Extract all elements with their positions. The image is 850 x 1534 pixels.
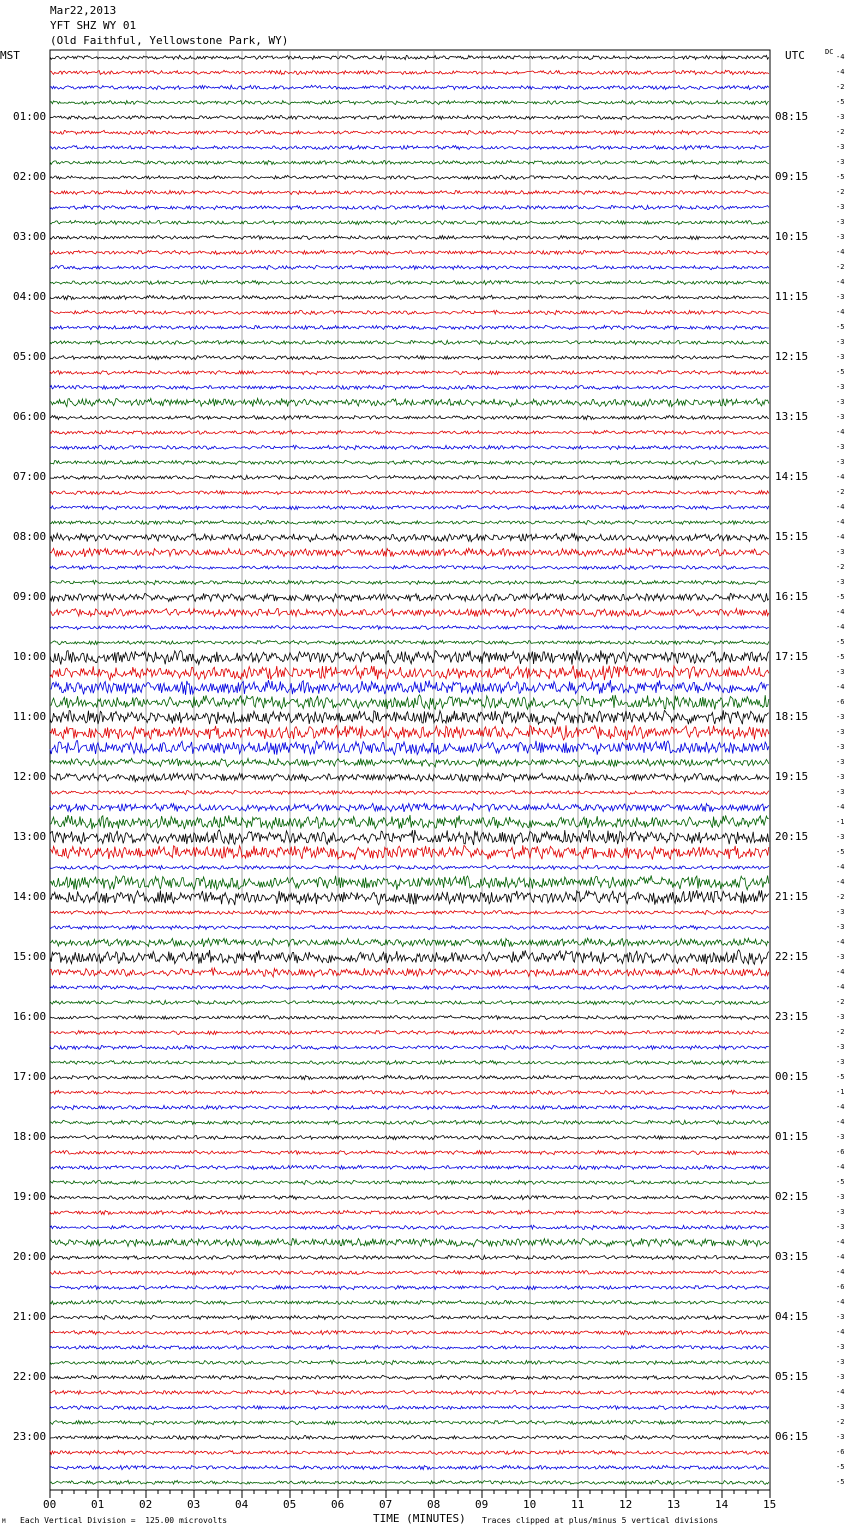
- dc-offset-label: -3: [836, 1132, 845, 1141]
- dc-offset-label: -4: [836, 1102, 845, 1111]
- dc-offset-label: -3: [836, 1222, 845, 1231]
- dc-offset-label: -4: [836, 1162, 845, 1171]
- dc-offset-label: -4: [836, 682, 845, 691]
- trace-row: [50, 430, 769, 434]
- dc-offset-label: -3: [836, 952, 845, 961]
- dc-offset-label: -3: [836, 1312, 845, 1321]
- dc-offset-label: -3: [836, 397, 845, 406]
- trace-row: [50, 1225, 769, 1229]
- dc-offset-label: -3: [836, 742, 845, 751]
- dc-offset-label: -5: [836, 97, 845, 106]
- trace-row: [50, 1255, 769, 1259]
- dc-offset-label: -4: [836, 52, 845, 61]
- trace-row: [50, 281, 769, 285]
- mst-hour-label: 21:00: [13, 1309, 47, 1323]
- utc-hour-label: 09:15: [775, 169, 809, 183]
- utc-axis-title: UTC: [785, 49, 805, 62]
- trace-row: [50, 695, 769, 710]
- trace-row: [50, 938, 769, 947]
- trace-row: [50, 1390, 769, 1394]
- dc-offset-label: -3: [836, 547, 845, 556]
- x-tick-label: 08: [427, 1498, 441, 1511]
- dc-offset-label: -3: [836, 217, 845, 226]
- utc-hour-label: 04:15: [775, 1309, 809, 1323]
- dc-offset-label: -4: [836, 247, 845, 256]
- trace-row: [50, 1000, 769, 1004]
- trace-row: [50, 845, 769, 859]
- x-tick-label: 05: [283, 1498, 297, 1511]
- trace-row: [50, 580, 769, 584]
- dc-offset-label: -3: [836, 112, 845, 121]
- mst-hour-label: 15:00: [13, 949, 47, 963]
- trace-row: [50, 1435, 769, 1439]
- trace-row: [50, 548, 769, 557]
- dc-offset-label: -5: [836, 1477, 845, 1486]
- dc-offset-label: -3: [836, 667, 845, 676]
- dc-offset-label: -4: [836, 1327, 845, 1336]
- dc-offset-label: -6: [836, 1147, 845, 1156]
- trace-row: [50, 593, 769, 602]
- dc-offset-label: -3: [836, 907, 845, 916]
- dc-offset-label: -3: [836, 352, 845, 361]
- trace-row: [50, 640, 769, 644]
- trace-row: [50, 830, 769, 845]
- trace-row: [50, 910, 769, 914]
- dc-offset-label: -1: [836, 1087, 845, 1096]
- trace-row: [50, 265, 769, 269]
- trace-row: [50, 146, 769, 150]
- dc-offset-label: -6: [836, 697, 845, 706]
- mst-hour-label: 16:00: [13, 1009, 47, 1023]
- clipping-note: Traces clipped at plus/minus 5 vertical divisions: [482, 1516, 719, 1525]
- trace-row: [50, 190, 769, 194]
- x-tick-label: 00: [43, 1498, 57, 1511]
- trace-row: [50, 398, 769, 406]
- dc-offset-label: -3: [836, 457, 845, 466]
- x-tick-label: 03: [187, 1498, 201, 1511]
- trace-row: [50, 385, 769, 389]
- utc-hour-label: 05:15: [775, 1369, 809, 1383]
- dc-offset-label: -3: [836, 1432, 845, 1441]
- mst-hour-label: 04:00: [13, 289, 47, 303]
- utc-hour-label: 23:15: [775, 1009, 809, 1023]
- dc-offset-label: -5: [836, 652, 845, 661]
- trace-row: [50, 626, 769, 630]
- mst-hour-label: 14:00: [13, 889, 47, 903]
- dc-offset-label: -5: [836, 172, 845, 181]
- x-tick-label: 01: [91, 1498, 105, 1511]
- trace-row: [50, 505, 769, 509]
- trace-row: [50, 1420, 769, 1424]
- dc-offset-label: -4: [836, 307, 845, 316]
- dc-offset-label: -4: [836, 1267, 845, 1276]
- utc-hour-label: 20:15: [775, 829, 809, 843]
- dc-offset-label: -4: [836, 427, 845, 436]
- x-tick-label: 02: [139, 1498, 153, 1511]
- dc-offset-label: -4: [836, 1237, 845, 1246]
- x-tick-label: 12: [619, 1498, 633, 1511]
- dc-offset-label: -4: [836, 517, 845, 526]
- mst-hour-label: 23:00: [13, 1429, 47, 1443]
- trace-row: [50, 773, 769, 782]
- trace-row: [50, 865, 769, 869]
- dc-offset-label: -2: [836, 562, 845, 571]
- dc-offset-label: -4: [836, 277, 845, 286]
- mst-hour-label: 02:00: [13, 169, 47, 183]
- dc-offset-label: -4: [836, 1297, 845, 1306]
- trace-row: [50, 1300, 769, 1304]
- trace-row: [50, 533, 769, 541]
- dc-offset-label: -3: [836, 1192, 845, 1201]
- trace-row: [50, 55, 769, 59]
- utc-hour-label: 11:15: [775, 289, 809, 303]
- dc-offset-label: -3: [836, 442, 845, 451]
- trace-row: [50, 1120, 769, 1124]
- trace-row: [50, 250, 769, 254]
- dc-offset-label: -3: [836, 1207, 845, 1216]
- dc-offset-label: -3: [836, 922, 845, 931]
- mst-hour-label: 20:00: [13, 1249, 47, 1263]
- trace-row: [50, 1196, 769, 1200]
- x-tick-label: 07: [379, 1498, 393, 1511]
- trace-row: [50, 1151, 769, 1155]
- mst-hour-label: 06:00: [13, 409, 47, 423]
- trace-row: [50, 475, 769, 479]
- utc-hour-label: 17:15: [775, 649, 809, 663]
- dc-offset-label: -1: [836, 817, 845, 826]
- trace-row: [50, 221, 769, 225]
- trace-row: [50, 1165, 769, 1169]
- vertical-division-note: Each Vertical Division = 125.00 microvolts: [20, 1516, 228, 1525]
- trace-row: [50, 70, 769, 74]
- trace-row: [50, 1238, 769, 1246]
- trace-row: [50, 130, 769, 134]
- trace-row: [50, 950, 769, 964]
- trace-row: [50, 565, 769, 569]
- mst-hour-label: 12:00: [13, 769, 47, 783]
- mst-hour-label: 18:00: [13, 1129, 47, 1143]
- dc-offset-label: -3: [836, 1012, 845, 1021]
- dc-offset-label: -5: [836, 1177, 845, 1186]
- dc-offset-label: -3: [836, 382, 845, 391]
- dc-offset-label: -4: [836, 982, 845, 991]
- trace-row: [50, 1330, 769, 1334]
- mst-hour-label: 01:00: [13, 109, 47, 123]
- trace-row: [50, 295, 769, 299]
- dc-offset-label: -3: [836, 337, 845, 346]
- dc-offset-label: -2: [836, 262, 845, 271]
- dc-offset-label: -2: [836, 997, 845, 1006]
- utc-hour-label: 13:15: [775, 409, 809, 423]
- trace-row: [50, 1045, 769, 1049]
- utc-hour-label: 08:15: [775, 109, 809, 123]
- trace-row: [50, 680, 769, 695]
- trace-row: [50, 1315, 769, 1319]
- dc-offset-label: -4: [836, 472, 845, 481]
- trace-row: [50, 445, 769, 449]
- utc-hour-label: 18:15: [775, 709, 809, 723]
- dc-offset-label: -2: [836, 127, 845, 136]
- dc-offset-label: -4: [836, 607, 845, 616]
- utc-hour-label: 06:15: [775, 1429, 809, 1443]
- dc-offset-label: -3: [836, 412, 845, 421]
- dc-offset-label: -4: [836, 622, 845, 631]
- trace-row: [50, 205, 769, 209]
- dc-offset-label: -6: [836, 1447, 845, 1456]
- dc-offset-label: -5: [836, 1462, 845, 1471]
- trace-row: [50, 1286, 769, 1290]
- dc-offset-label: -5: [836, 592, 845, 601]
- x-tick-label: 04: [235, 1498, 249, 1511]
- trace-row: [50, 160, 769, 164]
- trace-row: [50, 1180, 769, 1184]
- utc-hour-label: 12:15: [775, 349, 809, 363]
- trace-row: [50, 1075, 769, 1079]
- trace-row: [50, 1016, 769, 1020]
- utc-hour-label: 21:15: [775, 889, 809, 903]
- dc-offset-label: -5: [836, 322, 845, 331]
- dc-offset-label: -4: [836, 862, 845, 871]
- trace-row: [50, 876, 769, 890]
- trace-row: [50, 175, 769, 179]
- dc-offset-label: -3: [836, 1372, 845, 1381]
- mst-axis-title: MST: [0, 49, 20, 62]
- trace-row: [50, 815, 769, 829]
- mst-hour-label: 13:00: [13, 829, 47, 843]
- utc-hour-label: 16:15: [775, 589, 809, 603]
- trace-row: [50, 710, 769, 724]
- x-axis-title: TIME (MINUTES): [373, 1512, 466, 1525]
- dc-offset-label: -3: [836, 727, 845, 736]
- dc-offset-label: -3: [836, 832, 845, 841]
- trace-row: [50, 415, 769, 419]
- trace-row: [50, 803, 769, 812]
- trace-row: [50, 236, 769, 240]
- trace-row: [50, 890, 769, 905]
- trace-row: [50, 100, 769, 104]
- station-location: (Old Faithful, Yellowstone Park, WY): [50, 34, 289, 47]
- mst-hour-label: 10:00: [13, 649, 47, 663]
- dc-offset-label: -2: [836, 892, 845, 901]
- trace-row: [50, 1030, 769, 1034]
- trace-row: [50, 1450, 769, 1454]
- mst-hour-label: 22:00: [13, 1369, 47, 1383]
- x-tick-label: 09: [475, 1498, 489, 1511]
- x-tick-label: 11: [571, 1498, 585, 1511]
- mst-hour-label: 03:00: [13, 229, 47, 243]
- trace-row: [50, 371, 769, 375]
- dc-offset-label: -6: [836, 1282, 845, 1291]
- dc-offset-label: -4: [836, 937, 845, 946]
- x-tick-label: 10: [523, 1498, 537, 1511]
- utc-hour-label: 15:15: [775, 529, 809, 543]
- trace-row: [50, 356, 769, 360]
- utc-hour-label: 02:15: [775, 1189, 809, 1203]
- dc-offset-label: -2: [836, 82, 845, 91]
- trace-row: [50, 968, 769, 977]
- trace-row: [50, 925, 769, 929]
- trace-row: [50, 985, 769, 989]
- dc-offset-label: -2: [836, 1027, 845, 1036]
- trace-row: [50, 1271, 769, 1275]
- dc-offset-label: -4: [836, 802, 845, 811]
- corner-mark: M: [2, 1518, 6, 1525]
- trace-row: [50, 790, 769, 794]
- trace-row: [50, 1406, 769, 1410]
- trace-row: [50, 325, 769, 329]
- dc-offset-label: -4: [836, 967, 845, 976]
- dc-offset-label: -5: [836, 367, 845, 376]
- utc-hour-label: 00:15: [775, 1069, 809, 1083]
- dc-offset-label: -4: [836, 502, 845, 511]
- dc-offset-label: -3: [836, 712, 845, 721]
- station-code: YFT SHZ WY 01: [50, 19, 137, 32]
- trace-row: [50, 758, 769, 767]
- dc-offset-label: -2: [836, 1417, 845, 1426]
- trace-row: [50, 1210, 769, 1214]
- x-tick-label: 14: [715, 1498, 729, 1511]
- trace-row: [50, 1090, 769, 1094]
- trace-row: [50, 1480, 769, 1484]
- trace-row: [50, 460, 769, 464]
- x-tick-label: 15: [763, 1498, 777, 1511]
- trace-row: [50, 1136, 769, 1140]
- mst-hour-label: 05:00: [13, 349, 47, 363]
- trace-row: [50, 491, 769, 495]
- dc-offset-label: -3: [836, 1342, 845, 1351]
- dc-offset-label: -3: [836, 787, 845, 796]
- trace-row: [50, 1061, 769, 1065]
- trace-row: [50, 666, 769, 681]
- mst-hour-label: 09:00: [13, 589, 47, 603]
- dc-offset-label: -3: [836, 757, 845, 766]
- dc-offset-label: -5: [836, 637, 845, 646]
- dc-offset-label: -2: [836, 487, 845, 496]
- utc-hour-label: 01:15: [775, 1129, 809, 1143]
- dc-offset-label: -3: [836, 1402, 845, 1411]
- dc-offset-label: -4: [836, 1387, 845, 1396]
- trace-row: [50, 1345, 769, 1349]
- dc-label: DC: [825, 48, 834, 56]
- dc-offset-label: -5: [836, 847, 845, 856]
- plot-date: Mar22,2013: [50, 4, 117, 17]
- mst-hour-label: 17:00: [13, 1069, 47, 1083]
- dc-offset-label: -4: [836, 877, 845, 886]
- trace-row: [50, 741, 769, 755]
- trace-row: [50, 116, 769, 120]
- dc-offset-label: -2: [836, 187, 845, 196]
- mst-hour-label: 08:00: [13, 529, 47, 543]
- x-tick-label: 06: [331, 1498, 345, 1511]
- mst-hour-label: 07:00: [13, 469, 47, 483]
- dc-offset-label: -3: [836, 1357, 845, 1366]
- trace-row: [50, 1360, 769, 1364]
- x-tick-label: 13: [667, 1498, 681, 1511]
- dc-offset-label: -5: [836, 1072, 845, 1081]
- utc-hour-label: 19:15: [775, 769, 809, 783]
- dc-offset-label: -4: [836, 532, 845, 541]
- dc-offset-label: -3: [836, 292, 845, 301]
- dc-offset-label: -3: [836, 1057, 845, 1066]
- dc-offset-label: -3: [836, 157, 845, 166]
- trace-row: [50, 609, 769, 617]
- utc-hour-label: 22:15: [775, 949, 809, 963]
- trace-row: [50, 1465, 769, 1469]
- utc-hour-label: 10:15: [775, 229, 809, 243]
- utc-hour-label: 03:15: [775, 1249, 809, 1263]
- dc-offset-label: -3: [836, 1042, 845, 1051]
- dc-offset-label: -3: [836, 142, 845, 151]
- trace-row: [50, 725, 769, 740]
- dc-offset-label: -3: [836, 577, 845, 586]
- mst-hour-label: 11:00: [13, 709, 47, 723]
- trace-row: [50, 1105, 769, 1109]
- utc-hour-label: 14:15: [775, 469, 809, 483]
- mst-hour-label: 19:00: [13, 1189, 47, 1203]
- dc-offset-label: -4: [836, 67, 845, 76]
- dc-offset-label: -3: [836, 232, 845, 241]
- trace-row: [50, 1375, 769, 1379]
- trace-row: [50, 310, 769, 314]
- dc-offset-label: -4: [836, 1117, 845, 1126]
- trace-row: [50, 340, 769, 344]
- dc-offset-label: -4: [836, 1252, 845, 1261]
- dc-offset-label: -3: [836, 202, 845, 211]
- dc-offset-label: -3: [836, 772, 845, 781]
- trace-row: [50, 85, 769, 89]
- trace-row: [50, 650, 769, 664]
- trace-row: [50, 520, 769, 524]
